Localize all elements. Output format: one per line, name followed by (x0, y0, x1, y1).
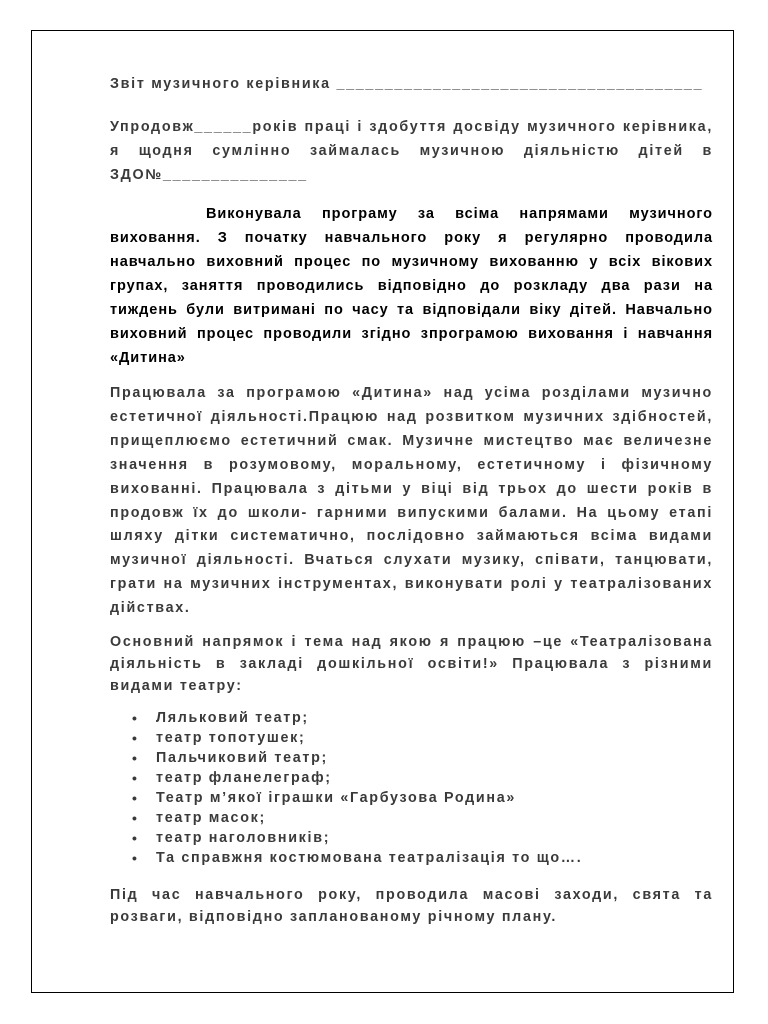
theatre-types-list (110, 708, 713, 868)
paragraph-work-description: Працювала за програмою «Дитина» над усіма розділами музично естетичної діяльності.Працюю над розвитком музичних здібностей, прищеплюємо естетичний смак. Музичне мистецтво має величезне значення в розумовому, моральному, естетичному і фізичному вихованні. Працювала з дітьми у віці від трьох до шести років в продовж їх до школи- гарними випускими балами. На цьому етапі шляху дітки систематично, послідовно займаються всіма видами музичної діяльності. Вчаться слухати музику, співати, танцювати, грати на музичних інструментах, виконувати ролі у театралізованих дійствах. (110, 385, 713, 617)
list-item (110, 708, 713, 728)
list-item-text: театр топотушек; (156, 730, 306, 746)
bullet-icon: • (132, 750, 137, 766)
list-item-text: театр фланелеграф; (156, 770, 332, 786)
list-item-text: Та справжня костюмована театралізація то що…. (156, 850, 583, 866)
bullet-icon: • (132, 730, 137, 746)
paragraph-intro: Упродовж______років праці і здобуття досвіду музичного керівника, я щодня сумлінно займалась музичною діяльністю дітей в ЗДО№_______________ (110, 119, 713, 183)
list-item (110, 828, 713, 848)
bullet-icon: • (132, 710, 137, 726)
list-item-text: Театр м’якої іграшки «Гарбузова Родина» (156, 790, 517, 806)
list-item-text: Пальчиковий театр; (156, 750, 328, 766)
list-item (110, 748, 713, 768)
document-page (31, 30, 734, 993)
list-item (110, 848, 713, 868)
list-item (110, 788, 713, 808)
bullet-icon: • (132, 770, 137, 786)
list-item-text: театр наголовників; (156, 830, 331, 846)
document-heading: Звіт музичного керівника ______________________________________ (110, 76, 704, 92)
list-item-text: Ляльковий театр; (156, 710, 309, 726)
bullet-icon: • (132, 830, 137, 846)
paragraph-events: Під час навчального року, проводила масові заходи, свята та розваги, відповідно запланованому річному плану. (110, 887, 713, 925)
list-item (110, 728, 713, 748)
list-item (110, 768, 713, 788)
paragraph-program (110, 202, 713, 370)
bullet-icon: • (132, 810, 137, 826)
paragraph-program-text: Виконувала програму за всіма напрямами музичного виховання. З початку навчального року я регулярно проводила навчально виховний процес по музичному вихованню у всіх вікових групах, заняття проводились відповідно до розкладу два рази на тиждень були витримані по часу та відповідали віку дітей. Навчально виховний процес проводили згідно зпрограмою виховання і навчання «Дитина» (110, 206, 713, 366)
bullet-icon: • (132, 850, 137, 866)
list-item-text: театр масок; (156, 810, 266, 826)
list-item (110, 808, 713, 828)
paragraph-main-direction: Основний напрямок і тема над якою я працюю –це «Театралізована діяльність в закладі дошкільної освіти!» Працювала з різними видами театру: (110, 634, 713, 694)
bullet-icon: • (132, 790, 137, 806)
